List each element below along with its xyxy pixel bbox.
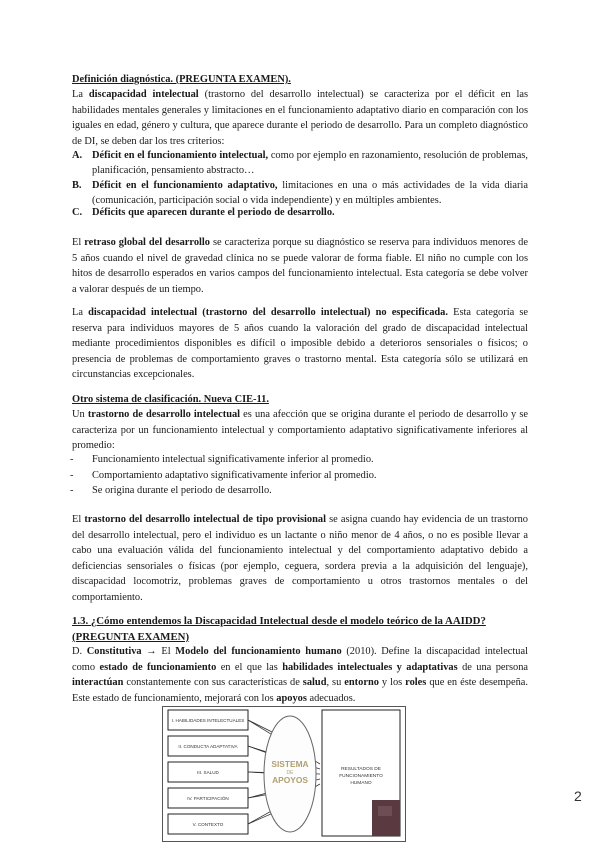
support-system-label: APOYOS [272,775,308,785]
paragraph-provisional: El trastorno del desarrollo intelectual de tipo provisional se asigna cuando hay evidencia de un trastorno del desarrollo intelectual, pero el individuo es un lactante o niño menor de 4 años, o no es posible llevar a cabo una evaluación válida del funcionamiento intelectual y del comportamiento adaptativo debido a deficiencias sensoriales o físicas (por ejemplo, ceguera, sordera previa a la adquisición del lenguaje), discapacidad locomotriz, problemas graves de comportamiento u otros trastornos mentales o del comportamiento. [72,514,528,603]
dimension-label: V. CONTEXTO [192,822,224,827]
paragraph-intellectual-disability: La discapacidad intelectual (trastorno del desarrollo intelectual) se caracteriza por el déficit en las habilidades mentales generales y limitaciones en el funcionamiento adaptativo diario en comparación con los iguales en edad, género y cultura, que aparece durante el periodo de desarrollo. Para un completo diagnóstico de DI, se deben dar los tres criterios: [72,89,528,147]
paragraph-unspecified: La discapacidad intelectual (trastorno del desarrollo intelectual) no especificada. Esta categoría se reserva para individuos mayores de 5 años cuando la valoración del grado de discapacidad intelectual mediante procedimientos disponibles es difícil o imposible debido a deterioros sensoriales o físicos; o presencia de problemas de comportamiento graves o trastorno mental. Esta categoría sólo se utilizará en circunstancias excepcionales. [72,307,528,381]
paragraph-global-delay: El retraso global del desarrollo se caracteriza porque su diagnóstico se reserva para individuos menores de 5 años cuando el nivel de gravedad clínica no se puede valorar de forma fiable. El niño no cumple con los hitos de desarrollo esperados en varios campos del funcionamiento intelectual. Esta categoría se debe volver a valorar después de un tiempo. [72,237,528,295]
criterion-a: A. Déficit en el funcionamiento intelectual, como por ejemplo en razonamiento, resolución de problemas, planificación, pensamiento abstracto… [72,150,528,177]
list-item: - Comportamiento adaptativo significativamente inferior al promedio. [70,470,377,481]
photo-detail [378,806,392,816]
result-label: RESULTADOS DE [341,767,381,772]
section-heading-cie11: Otro sistema de clasificación. Nueva CIE-11. [72,394,269,405]
criterion-c: C. Déficits que aparecen durante el periodo de desarrollo. [72,207,335,218]
page-number: 2 [574,788,582,804]
result-label: FUNCIONAMIENTO [339,774,383,779]
dimension-boxes [168,710,248,834]
paragraph-constitutive: D. Constitutiva → El Modelo del funcionamiento humano (2010). Define la discapacidad intelectual como estado de funcionamiento en el que las habilidades intelectuales y adaptativas de una persona interactúan constantemente con sus características de salud, su entorno y los roles que en éste desempeña. Este estado de funcionamiento, mejorará con los apoyos adecuados. [72,646,529,704]
result-label: HUMANO [350,781,372,786]
list-item: - Funcionamiento intelectual significativamente inferior al promedio. [70,454,374,465]
criterion-b: B. Déficit en el funcionamiento adaptativo, limitaciones en una o más actividades de la vida diaria (comunicación, participación social o vida independiente) y en múltiples ambientes. [72,180,528,207]
dimension-label: II. CONDUCTA ADAPTATIVA [178,744,238,749]
support-system-label: SISTEMA [271,759,309,769]
functioning-model-diagram [162,706,406,842]
section-heading-diagnostic: Definición diagnóstica. (PREGUNTA EXAMEN). [72,74,291,85]
support-system-label: DE [286,770,294,776]
section-heading-aaidd: 1.3. ¿Cómo entendemos la Discapacidad Intelectual desde el modelo teórico de la AAIDD? (PREGUNTA EXAMEN) [72,615,486,643]
photo-thumbnail [372,800,400,836]
dimension-label: I. HABILIDADES INTELECTUALES [171,718,245,723]
dimension-label: IV. PARTICIPACIÓN [187,796,229,801]
list-item: - Se origina durante el periodo de desarrollo. [70,485,272,496]
paragraph-cie11-intro: Un trastorno de desarrollo intelectual es una afección que se origina durante el periodo de desarrollo y se caracteriza por un funcionamiento intelectual y comportamiento adaptativo significativamente inferiores al promedio: [72,409,528,452]
dimension-label: III. SALUD [197,770,219,775]
